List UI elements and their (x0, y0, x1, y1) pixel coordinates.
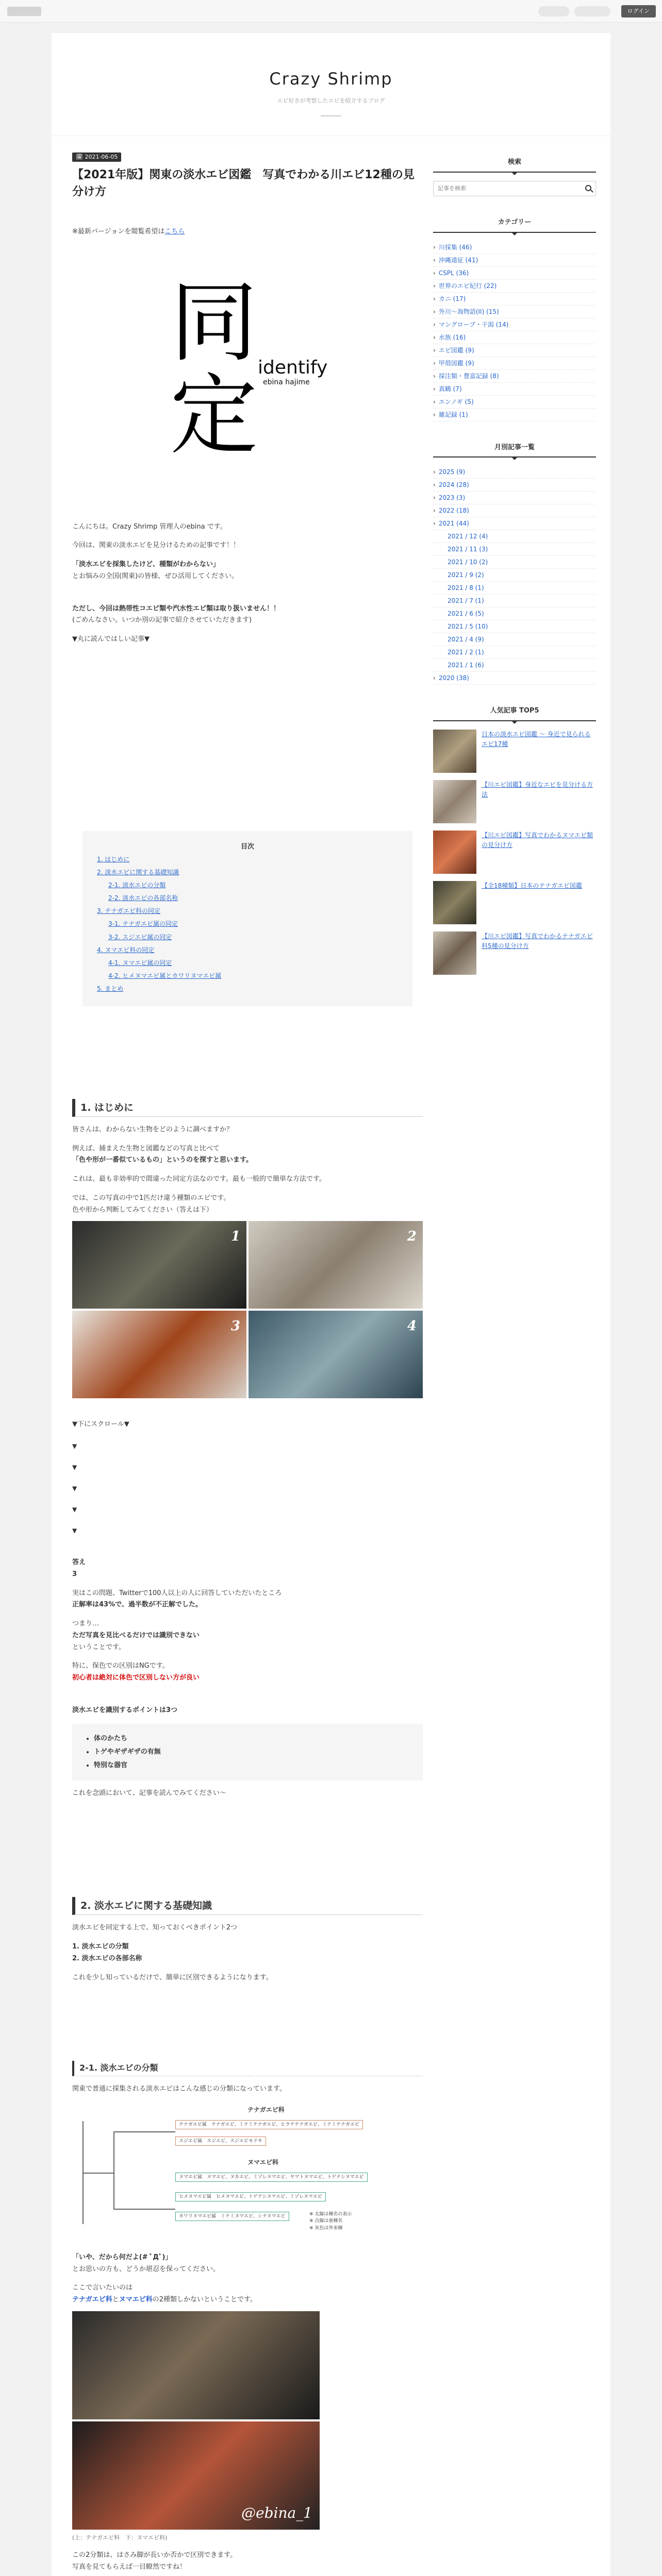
result-line-1: 実はこの問題、Twitterで100人以上の人に回答していただいたところ (72, 1589, 282, 1597)
answer-label: 答え (72, 1558, 86, 1566)
tree-legend-1: ※ 太線は種名の表示 (309, 2211, 352, 2217)
scroll-arrows (72, 1441, 423, 1536)
tree-numa-family: ヌマエビ科 (247, 2158, 279, 2166)
toc-title: 目次 (240, 842, 254, 851)
global-bar (0, 0, 662, 23)
arrow-5: ▼ (72, 1527, 77, 1534)
answer-value: 3 (72, 1570, 77, 1578)
category-item[interactable]: › 外川〜海物語(II) (15) (433, 306, 596, 318)
archive-month[interactable]: 2021 / 9 (2) (433, 569, 596, 582)
category-title: カテゴリー (433, 217, 596, 233)
sec21-para-1b: テナガエビ科とヌマエビ科の2種類しかないということです。 (72, 2296, 257, 2304)
ranking-list (433, 730, 596, 975)
ranking-thumbnail[interactable] (433, 881, 476, 924)
post-title[interactable]: 【2021年版】関東の淡水エビ図鑑 写真でわかる川エビ12種の見分け方 (72, 168, 415, 198)
sec1-para-3: 「色や形が一番似ているもの」というのを探すと思います。 (72, 1156, 253, 1164)
toc-item[interactable]: 3. テナガエビ科の同定 (97, 907, 161, 915)
category-item[interactable]: › CSPL (36) (433, 267, 596, 280)
result-line-5: ということです。 (72, 1643, 125, 1651)
intro-line-7: ▼丸に読んではしい記事▼ (72, 635, 150, 643)
ranking-thumbnail[interactable] (433, 931, 476, 975)
archive-month[interactable]: 2021 / 8 (1) (433, 582, 596, 595)
intro-line-1: こんにちは。Crazy Shrimp 管理人のebina です。 (72, 522, 227, 531)
eyecatch-kanji-1: 同 (170, 272, 258, 374)
category-item[interactable]: › 甲殻図鑑 (9) (433, 357, 596, 370)
eyecatch-author: ebina hajime (263, 378, 310, 386)
ranking-item[interactable] (433, 730, 596, 773)
tree-legend-2: ※ 点線は亜種名 (309, 2218, 343, 2224)
intro-line-3: 「淡水エビを採集したけど、種類がわからない」 (72, 561, 220, 568)
category-module (433, 217, 596, 421)
archive-year[interactable]: › 2023 (3) (433, 492, 596, 504)
intro-line-4: とお悩みの全国(関東)の皆様、ぜひ活用してください。 (72, 572, 239, 580)
category-item[interactable]: › エビ図鑑 (9) (433, 344, 596, 357)
tree-numa-genus: ヌマエビ属 ヌマエビ、ヌカエビ、ミゾレヌマエビ、ヤマトヌマエビ、トゲナシヌマエビ (175, 2173, 368, 2182)
sidebar (433, 157, 596, 995)
toc-item[interactable]: 2-2. 淡水エビの各部名称 (108, 894, 178, 902)
ranking-link[interactable]: 【全18種類】日本のテナガエビ図鑑 (482, 882, 583, 889)
sec1-para-2: 例えば、捕まえた生物と図鑑などの写真と比べて (72, 1144, 220, 1153)
blog-page (52, 33, 610, 2576)
article (72, 151, 423, 2576)
sec1-para-1: 皆さんは、わからない生物をどのように調べますか？ (72, 1125, 234, 1133)
search-input[interactable] (434, 181, 573, 196)
sec21-para-1: ここで言いたいのは (72, 2284, 133, 2292)
toc-list (97, 853, 398, 996)
toc-item[interactable]: 3-1. テナガエビ属の同定 (108, 920, 178, 928)
archive-month[interactable]: 2021 / 10 (2) (433, 556, 596, 569)
sec21-para-3: 写真を見てもらえば一目瞭然ですね！ (72, 2563, 187, 2571)
sec1-para-4: これは、最も非効率的で間違った同定方法なのです。最も一般的で簡単な方法です。 (72, 1175, 326, 1183)
archive-title: 月別記事一覧 (433, 442, 596, 458)
blog-header (52, 33, 610, 136)
category-list (433, 241, 596, 421)
toc-item[interactable]: 2-1. 淡水エビの分類 (108, 881, 166, 889)
post-date-text: 2021-06-05 (85, 154, 118, 160)
section-1 (72, 1124, 423, 1800)
result-line-4: ただ写真を見比べるだけでは識別できない (72, 1631, 200, 1639)
tree-suji-genus: スジエビ属 スジエビ、スジエビモドキ (175, 2137, 266, 2146)
ranking-item[interactable] (433, 881, 596, 924)
ranking-module (433, 705, 596, 975)
quiz-photo-number-3: 3 (230, 1318, 240, 1334)
ranking-title: 人気記事 TOP5 (433, 705, 596, 721)
tree-legend-3: ※ 灰色は外来種 (309, 2225, 343, 2231)
numa-photo (72, 2421, 320, 2530)
archive-year[interactable]: › 2024 (28) (433, 479, 596, 492)
tree-tenaga-family: テナガエビ科 (247, 2106, 285, 2113)
search-title: 検索 (433, 157, 596, 173)
archive-list (433, 466, 596, 685)
ranking-link[interactable]: 【川エビ図鑑】写真でわかるテナガエビ科5種の見分け方 (482, 933, 593, 950)
tree-line-numa (113, 2209, 175, 2210)
latest-note (72, 226, 423, 238)
ranking-link[interactable]: 【川エビ図鑑】写真でわかるヌマエビ類の見分け方 (482, 832, 593, 849)
tree-tenaga-genus: テナガエビ属 テナガエビ、ミナミテナガエビ、ヒラテテナガエビ、ミナミテナガエビ (175, 2120, 363, 2129)
points-title: 淡水エビを識別するポイントは3つ (72, 1706, 178, 1714)
points-box (72, 1724, 423, 1781)
sec2-point-1: 1. 淡水エビの分類 (72, 1943, 129, 1951)
ranking-link[interactable]: 【川エビ図鑑】身近なエビを見分ける方法 (482, 781, 593, 799)
quiz-photo-1 (72, 1221, 246, 1309)
point-2: • トゲやギザギザの有無 (94, 1745, 409, 1759)
archive-year[interactable]: › 2020 (38) (433, 672, 596, 685)
category-item[interactable]: › 採注類・豊富記録 (8) (433, 370, 596, 383)
tree-line-v1 (113, 2131, 114, 2209)
photo-watermark: @ebina_1 (241, 2504, 312, 2521)
tree-kawari-genus: カワリヌマエビ属 ミナミヌマエビ、シナヌマエビ (175, 2212, 289, 2221)
archive-month[interactable]: 2021 / 2 (1) (433, 646, 596, 659)
toc-item[interactable]: 4. ヌマエビ科の同定 (97, 946, 155, 954)
search-box (433, 181, 596, 196)
toc-item[interactable]: 3-2. スジエビ属の同定 (108, 933, 172, 941)
toc-item[interactable]: 4-1. ヌマエビ属の同定 (108, 959, 172, 967)
sec1-para-6: 色や形から判断してみてください（答えは下） (72, 1206, 213, 1214)
ranking-item[interactable] (433, 780, 596, 823)
archive-month[interactable]: 2021 / 4 (9) (433, 633, 596, 646)
quiz-photo-grid (72, 1221, 423, 1398)
scroll-hint: ▼下にスクロール▼ (72, 1420, 129, 1429)
archive-month[interactable]: 2021 / 7 (1) (433, 595, 596, 607)
archive-year[interactable]: › 2021 (44) (433, 517, 596, 530)
ranking-thumbnail[interactable] (433, 730, 476, 773)
tree-line-tenaga (113, 2131, 175, 2132)
quiz-photo-number-1: 1 (230, 1229, 240, 1245)
post-date[interactable]: 🗓 2021-06-05 (72, 152, 121, 162)
quiz-photo-3 (72, 1311, 246, 1398)
section-2-1-heading: 2-1. 淡水エビの分類 (72, 2061, 423, 2076)
quiz-photo-4 (249, 1311, 423, 1398)
numa-family-highlight: ヌマエビ科 (119, 2296, 153, 2304)
category-item[interactable]: › 水族 (16) (433, 331, 596, 344)
arrow-4: ▼ (72, 1506, 77, 1513)
sec21-quote-2: とお思いの方も、どうか堪忍を保ってください。 (72, 2265, 220, 2273)
point-1: • 体のかたち (94, 1732, 409, 1745)
section-1-heading: 1. はじめに (72, 1099, 423, 1117)
sec21-quote: 「いや、だから何だよ(# ﾟДﾟ)」 (72, 2253, 172, 2261)
result-line-6: 特に、保色での区別はNGです。 (72, 1662, 169, 1670)
tree-legend (309, 2211, 352, 2232)
category-item[interactable]: › マングローブ・干潟 (14) (433, 318, 596, 331)
category-item[interactable]: › 真鶴 (7) (433, 383, 596, 396)
arrow-3: ▼ (72, 1485, 77, 1492)
global-bar-placeholder-1[interactable] (538, 6, 569, 16)
login-button[interactable]: ログイン (621, 5, 656, 18)
intro-block (72, 521, 423, 646)
archive-month[interactable]: 2021 / 6 (5) (433, 607, 596, 620)
category-item[interactable]: › 沖縄遠征 (41) (433, 254, 596, 267)
sec2-intro: 淡水エビを同定する上で、知っておくべきポイント2つ (72, 1924, 238, 1932)
category-item[interactable]: › カニ (17) (433, 293, 596, 306)
archive-month[interactable]: 2021 / 5 (10) (433, 620, 596, 633)
archive-month[interactable]: 2021 / 12 (4) (433, 530, 596, 543)
search-module (433, 157, 596, 196)
sec21-para-2: この2分類は、はさみ脚が長いか否かで区別できます。 (72, 2551, 237, 2560)
quiz-photo-number-2: 2 (407, 1229, 417, 1245)
quiz-photo-2 (249, 1221, 423, 1309)
intro-line-5: ただし、今回は熱帯性コエビ類や汽水性エビ類は取り扱いません！！ (72, 604, 280, 613)
toc-item[interactable]: 4-2. ヒメヌマエビ属とカワリヌマエビ属 (108, 972, 222, 980)
intro-line-6: (ごめんなさい。いつか別の記事で紹介させていただきます) (72, 616, 252, 624)
archive-module (433, 442, 596, 685)
sec2-point-2: 2. 淡水エビの各部名称 (72, 1954, 142, 1962)
blog-title[interactable]: Crazy Shrimp (269, 69, 393, 89)
sec1-para-5: では、この写真の中で1匹だけ違う種類のエビです。 (72, 1194, 230, 1202)
intro-line-2: 今回は、関東の淡水エビを見分けるための記事です！！ (72, 541, 240, 550)
quiz-photo-number-4: 4 (407, 1318, 417, 1334)
toc-item[interactable]: 5. まとめ (97, 985, 124, 993)
eyecatch-image (139, 259, 356, 480)
point-3: • 特別な器官 (94, 1759, 409, 1772)
tenaga-family-highlight: テナガエビ科 (72, 2296, 112, 2304)
result-line-2: 正解率は43%で、過半数が不正解でした。 (72, 1601, 202, 1609)
result-line-3: つまり… (72, 1620, 100, 1628)
latest-link[interactable]: こちら (164, 227, 185, 235)
category-item[interactable]: › エンノギ (5) (433, 396, 596, 409)
eyecatch-en: identify (258, 357, 328, 378)
classification-tree (72, 2106, 423, 2245)
sec21-intro: 関東で普通に採集される淡水エビはこんな感じの分類になっています。 (72, 2085, 286, 2093)
tenaga-photo (72, 2311, 320, 2419)
ranking-item[interactable] (433, 831, 596, 874)
photo-caption: (上：テナガエビ科 下：ヌマエビ科) (72, 2534, 168, 2541)
category-item[interactable]: › 雑記録 (1) (433, 409, 596, 421)
tree-line-h1 (82, 2173, 113, 2174)
eyecatch-kanji-2: 定 (170, 364, 258, 467)
archive-month[interactable]: 2021 / 11 (3) (433, 543, 596, 556)
archive-month[interactable]: 2021 / 1 (6) (433, 659, 596, 672)
ranking-item[interactable] (433, 931, 596, 975)
search-icon[interactable] (585, 185, 591, 191)
archive-year[interactable]: › 2025 (9) (433, 466, 596, 479)
latest-note-text: ※最新バージョンを閲覧希望は (72, 227, 165, 235)
category-item[interactable]: › 世界のエビ紀行 (22) (433, 280, 596, 293)
blog-description: エビ好きが考察したエビを紹介するブログ (277, 97, 385, 105)
category-item[interactable]: › 川採集 (46) (433, 241, 596, 254)
header-divider (321, 115, 341, 116)
ranking-thumbnail[interactable] (433, 831, 476, 874)
result-warning: 初心者は絶対に体色で区別しない方が良い (72, 1674, 200, 1682)
sec1-closing: これを念頭において、記事を読んでみてください〜 (72, 1789, 226, 1797)
table-of-contents (82, 831, 412, 1006)
toc-item[interactable]: 2. 淡水エビに関する基礎知識 (97, 868, 179, 876)
tree-hime-genus: ヒメヌマエビ属 ヒメヌマエビ、トゲナシヌマエビ、ミゾレヌマエビ (175, 2192, 326, 2201)
archive-year[interactable]: › 2022 (18) (433, 504, 596, 517)
toc-item[interactable]: 1. はじめに (97, 855, 130, 863)
global-bar-placeholder-2[interactable] (574, 6, 610, 16)
arrow-2: ▼ (72, 1464, 77, 1471)
sec2-note: これを少し知っているだけで、簡単に区別できるようになります。 (72, 1973, 273, 1981)
ranking-thumbnail[interactable] (433, 780, 476, 823)
hatena-logo[interactable] (7, 7, 41, 16)
section-2-heading: 2. 淡水エビに関する基礎知識 (72, 1897, 423, 1915)
arrow-1: ▼ (72, 1443, 77, 1450)
ranking-link[interactable]: 日本の淡水エビ図鑑 〜 身近で見られるエビ17種 (482, 731, 591, 748)
